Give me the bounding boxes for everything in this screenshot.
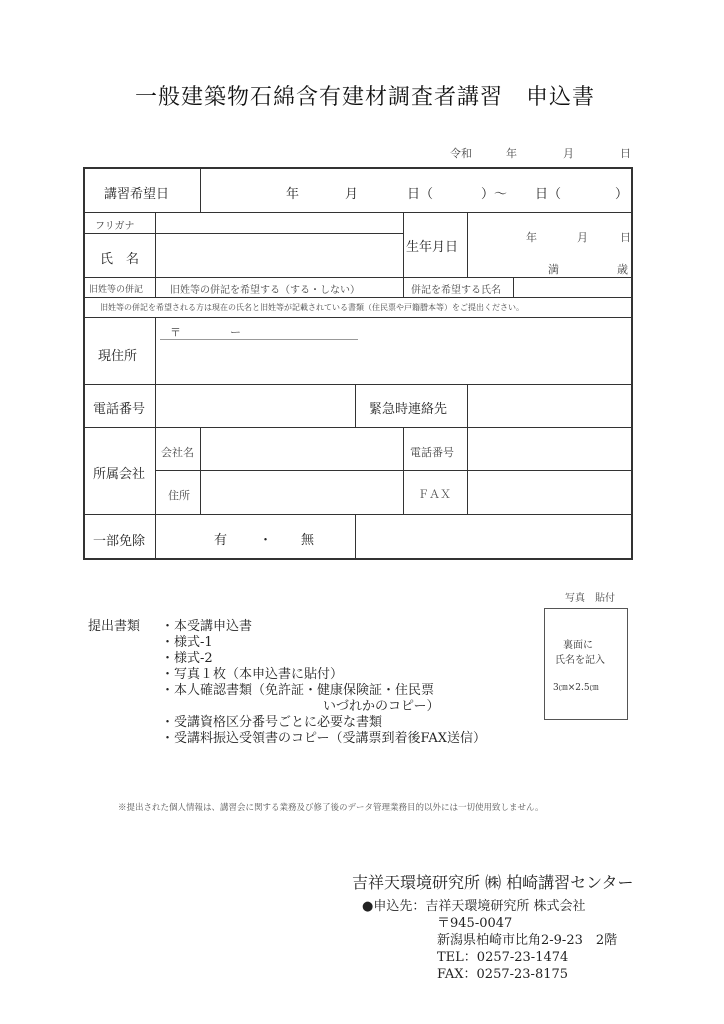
maiden-name-request-label: 併記を希望する氏名 (411, 285, 501, 296)
birth-date-label: 生年月日 (406, 240, 459, 255)
photo-box[interactable] (544, 608, 628, 720)
row-line (83, 427, 633, 428)
desired-date-year: 年 (286, 187, 300, 202)
company-name-label: 会社名 (161, 446, 194, 459)
col-line (155, 212, 156, 297)
document-item: ・本人確認書類（免許証・健康保険証・住民票 (161, 683, 435, 698)
birth-year: 年 (526, 231, 537, 244)
company-fax-label: ＦＡＸ (418, 488, 451, 501)
address-label: 現住所 (98, 349, 138, 364)
desired-date-field[interactable] (202, 169, 630, 211)
company-phone-label: 電話番号 (410, 446, 454, 459)
contact-postal: 〒945-0047 (437, 916, 513, 931)
company-label: 所属会社 (93, 467, 146, 482)
table-border-left (83, 167, 85, 560)
birth-day: 日 (620, 231, 631, 244)
age-full: 満 (548, 263, 559, 276)
contact-address: 新潟県柏崎市比角2-9-23 2階 (437, 933, 618, 948)
phone-field[interactable] (157, 386, 354, 426)
age-unit: 歳 (617, 263, 628, 276)
col-line (467, 212, 468, 277)
maiden-name-field[interactable] (515, 279, 630, 296)
table-border-bottom (83, 558, 633, 560)
company-phone-field[interactable] (469, 429, 630, 469)
table-border-right (631, 167, 633, 560)
company-address-field[interactable] (202, 472, 402, 513)
row-line (83, 277, 633, 278)
document-item: ・本受講申込書 (161, 619, 253, 634)
emergency-contact-label: 緊急時連絡先 (369, 402, 448, 417)
date-year: 年 (506, 147, 517, 160)
col-line (403, 212, 404, 297)
maiden-name-option[interactable]: 旧姓等の併記を希望する（する・しない） (170, 285, 360, 296)
exemption-separator: ・ (259, 533, 273, 548)
birth-month: 月 (577, 231, 588, 244)
photo-instruction-1: 裏面に (563, 640, 593, 651)
desired-date-day1: 日（ (407, 187, 434, 202)
furigana-label: フリガナ (95, 221, 135, 232)
photo-size: 3㎝×2.5㎝ (553, 683, 599, 693)
photo-caption: 写真 貼付 (565, 593, 615, 604)
exemption-label: 一部免除 (93, 534, 146, 549)
birth-date-field[interactable] (469, 214, 630, 276)
company-fax-field[interactable] (469, 472, 630, 513)
desired-date-close1: ）～ (481, 187, 508, 202)
col-line (355, 514, 356, 560)
contact-label: ●申込先：吉祥天環境研究所 株式会社 (362, 899, 586, 914)
col-line (355, 384, 356, 427)
furigana-field[interactable] (157, 214, 402, 232)
col-line (467, 384, 468, 427)
col-line (513, 277, 514, 297)
row-line (83, 514, 633, 515)
col-line (200, 167, 201, 212)
company-address-label: 住所 (168, 489, 190, 502)
document-item: ・受講料振込受領書のコピー（受講票到着後FAX送信） (161, 731, 487, 746)
row-line (155, 470, 633, 471)
row-line (83, 233, 403, 234)
date-day: 日 (620, 147, 631, 160)
organizer-name: 吉祥天環境研究所 ㈱ 柏崎講習センター (352, 873, 634, 892)
col-line (155, 317, 156, 560)
document-item: ・写真１枚（本申込書に貼付） (161, 667, 344, 682)
document-item: ・様式-1 (161, 635, 213, 650)
emergency-contact-field[interactable] (469, 386, 630, 426)
documents-label: 提出書類 (88, 619, 141, 634)
name-label: 氏 名 (100, 252, 140, 267)
row-line (83, 212, 633, 213)
contact-fax: FAX：0257-23-8175 (437, 967, 569, 982)
exemption-yes[interactable]: 有 (214, 533, 228, 548)
col-line (403, 427, 404, 514)
postal-dash: ー (230, 326, 241, 339)
col-line (200, 427, 201, 514)
date-era: 令和 (450, 147, 472, 160)
maiden-name-label: 旧姓等の併記 (89, 285, 144, 295)
privacy-note: ※提出された個人情報は、講習会に関する業務及び修了後のデータ管理業務目的以外には一切使用致しません。 (118, 803, 544, 813)
address-field[interactable] (157, 341, 630, 383)
row-line (83, 384, 633, 385)
desired-date-label: 講習希望日 (104, 187, 170, 202)
col-line (467, 427, 468, 514)
row-line (83, 317, 633, 318)
name-field[interactable] (157, 235, 402, 276)
phone-label: 電話番号 (93, 402, 146, 417)
desired-date-day2: 日（ (535, 187, 562, 202)
date-month: 月 (563, 147, 574, 160)
document-item: いづれかのコピー） (323, 699, 440, 714)
desired-date-close2: ） (615, 187, 629, 202)
contact-tel: TEL：0257-23-1474 (437, 950, 569, 965)
document-item: ・様式-2 (161, 651, 213, 666)
company-name-field[interactable] (202, 429, 402, 469)
postal-mark: 〒 (170, 326, 181, 339)
postal-underline (160, 339, 358, 340)
maiden-name-note: 旧姓等の併記を希望される方は現在の氏名と旧姓等が記載されている書類（住民票や戸籍謄本等）をご提出ください。 (100, 303, 524, 312)
desired-date-month: 月 (345, 187, 359, 202)
photo-instruction-2: 氏名を記入 (555, 655, 605, 666)
row-line (83, 297, 633, 298)
form-title: 一般建築物石綿含有建材調査者講習 申込書 (135, 85, 596, 110)
document-item: ・受講資格区分番号ごとに必要な書類 (161, 715, 383, 730)
exemption-no[interactable]: 無 (301, 533, 315, 548)
